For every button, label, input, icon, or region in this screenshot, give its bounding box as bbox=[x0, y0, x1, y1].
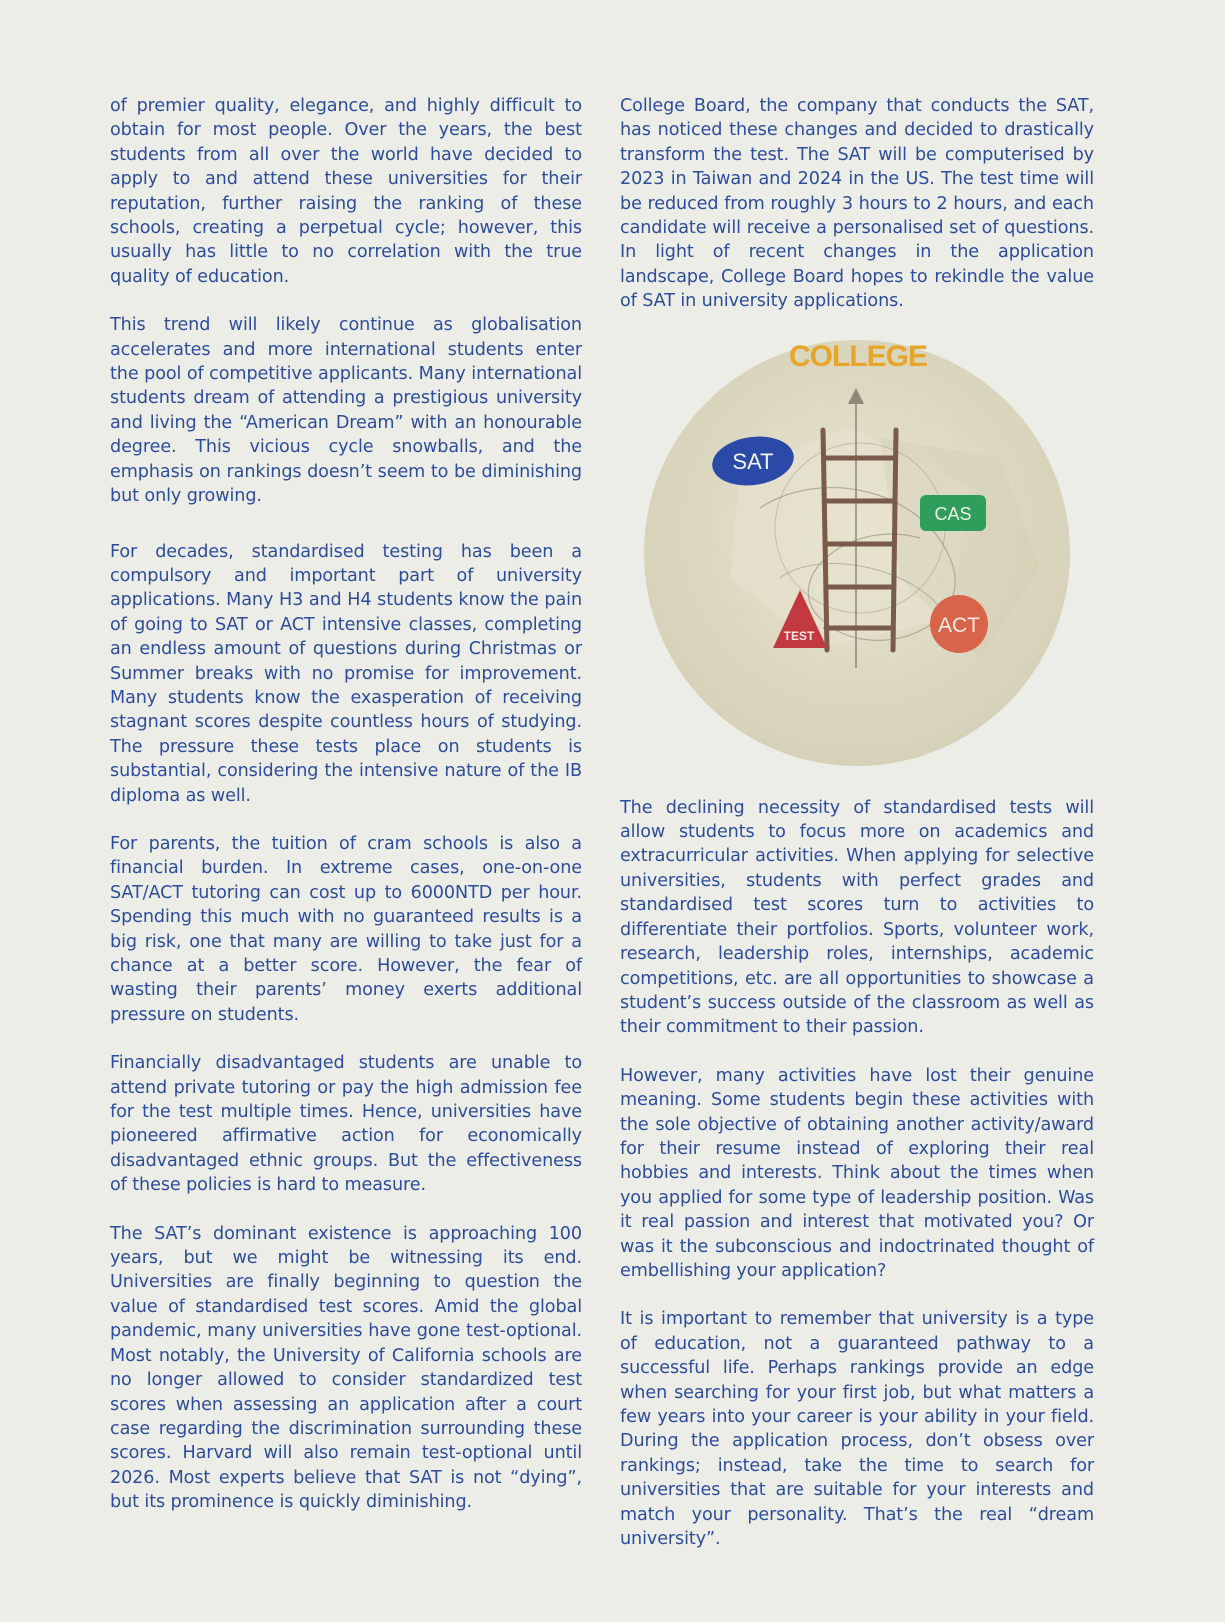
paragraph: The declining necessity of standardised tests will allow students to focus more on academics and extracurricular activities. When applying for selective universities, students with perfect grades and standardised test scores turn to activities to differentiate their portfolios. Sports, volunteer work, research, leadership roles, internships, academic competitions, etc. are all opportunities to showcase a student’s success outside of the classroom as well as their commitment to their passion. bbox=[620, 797, 1094, 1038]
test-label: TEST bbox=[783, 628, 815, 643]
cas-label: CAS bbox=[934, 503, 972, 524]
left-column bbox=[110, 94, 582, 1515]
paragraph: of premier quality, elegance, and highly difficult to obtain for most people. Over the years, the best students from all over the world have decided to apply to and attend these universities for their reputation, further raising the ranking of these schools, creating a perpetual cycle; however, this usually has little to no correlation with the true quality of education. bbox=[110, 96, 582, 287]
paragraph: The SAT’s dominant existence is approaching 100 years, but we might be witnessing its end. Universities are finally beginning to question the value of standardised test scores. Amid the global pandemic, many universities have gone test-optional. Most notably, the University of California schools are no longer allowed to consider standardized test scores when assessing an application after a court case regarding the discrimination surrounding these scores. Harvard will also remain test-optional until 2026. Most experts believe that SAT is not “dying”, but its prominence is quickly diminishing. bbox=[110, 1223, 582, 1513]
paragraph: However, many activities have lost their genuine meaning. Some students begin these activities with the sole objective of obtaining another activity/award for their resume instead of exploring their real hobbies and interests. Think about the times when you applied for some type of leadership position. Was it real passion and interest that motivated you? Or was it the subconscious and indoctrinated thought of embellishing your application? bbox=[620, 1065, 1094, 1281]
right-column bbox=[620, 94, 1094, 1551]
paragraph: For parents, the tuition of cram schools is also a financial burden. In extreme cases, one-on-one SAT/ACT tutoring can cost up to 6000NTD per hour. Spending this much with no guaranteed results is a big risk, one that many are willing to take just for a chance at a better score. However, the fear of wasting their parents’ money exerts additional pressure on students. bbox=[110, 833, 582, 1025]
act-label: ACT bbox=[938, 613, 980, 637]
paragraph: College Board, the company that conducts the SAT, has noticed these changes and decided to drastically transform the test. The SAT will be computerised by 2023 in Taiwan and 2024 in the US. The test time will be reduced from roughly 3 hours to 2 hours, and each candidate will receive a personalised set of questions. In light of recent changes in the application landscape, College Board hopes to rekindle the value of SAT in university applications. bbox=[620, 96, 1094, 312]
paragraph: For decades, standardised testing has been a compulsory and important part of university applications. Many H3 and H4 students know the pain of going to SAT or ACT intensive classes, completing an endless amount of questions during Christmas or Summer breaks with no promise for improvement. Many students know the exasperation of receiving stagnant scores despite countless hours of studying. The pressure these tests place on students is substantial, considering the intensive nature of the IB diploma as well. bbox=[110, 541, 582, 806]
paragraph: It is important to remember that university is a type of education, not a guaranteed pathway to a successful life. Perhaps rankings provide an edge when searching for your first job, but what matters a few years into your career is your ability in your field. During the application process, don’t obsess over rankings; instead, take the time to search for universities that are suitable for your interests and match your personality. That’s the real “dream university”. bbox=[620, 1309, 1094, 1550]
sat-label: SAT bbox=[732, 448, 774, 474]
ladder-illustration bbox=[620, 318, 1094, 788]
paragraph: This trend will likely continue as globalisation accelerates and more international students enter the pool of competitive applicants. Many international students dream of attending a prestigious university and living the “American Dream” with an honourable degree. This vicious cycle snowballs, and the emphasis on rankings doesn’t seem to be diminishing but only growing. bbox=[110, 315, 582, 507]
illustration-svg bbox=[620, 318, 1094, 788]
paragraph: Financially disadvantaged students are unable to attend private tutoring or pay the high admission fee for the test multiple times. Hence, universities have pioneered affirmative action for economically disadvantaged ethnic groups. But the effectiveness of these policies is hard to measure. bbox=[110, 1053, 582, 1196]
college-label: COLLEGE bbox=[788, 339, 928, 373]
